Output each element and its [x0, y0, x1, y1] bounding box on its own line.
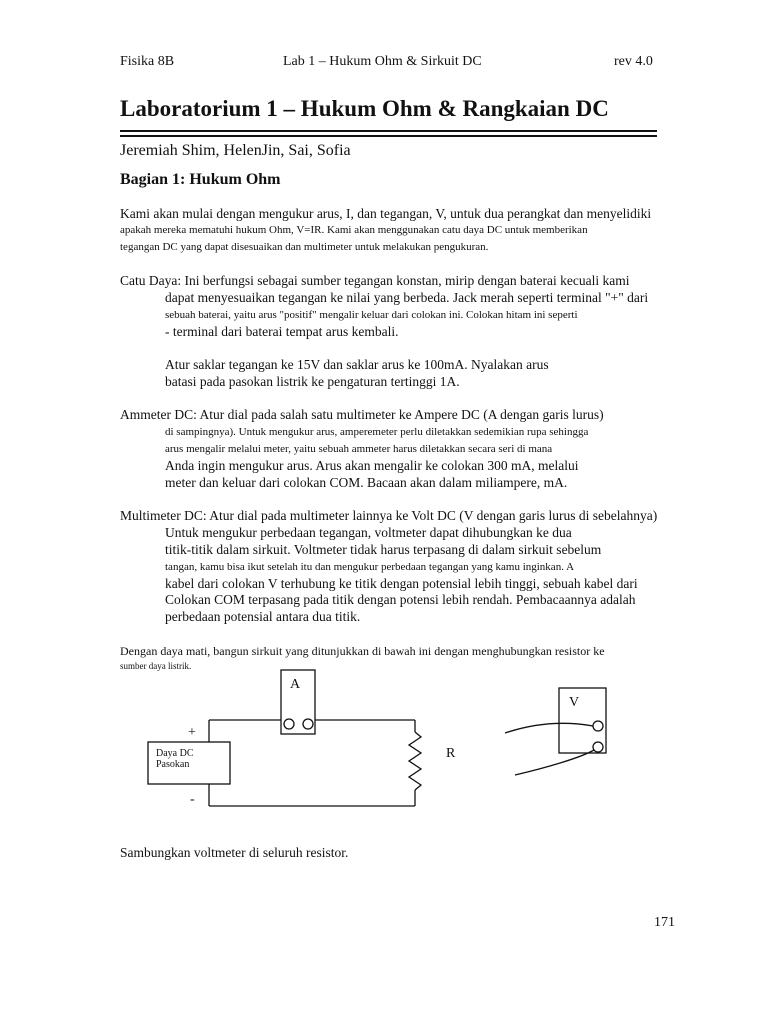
authors: Jeremiah Shim, HelenJin, Sai, Sofia: [120, 142, 351, 159]
supply-label: Daya DC: [156, 748, 194, 759]
header-right: rev 4.0: [614, 54, 653, 69]
voltmeter-terminal-bottom: [593, 742, 603, 752]
voltmeter-terminal-top: [593, 721, 603, 731]
build-instruction-line: Dengan daya mati, bangun sirkuit yang ditunjukkan di bawah ini dengan menghubungkan resistor ke: [120, 644, 605, 658]
ammeter-label: A: [290, 677, 301, 692]
ammeter-line: arus mengalir melalui meter, yaitu sebuah ammeter harus diletakkan secara seri di mana: [165, 443, 553, 455]
intro-line: Kami akan mulai dengan mengukur arus, I, dan tegangan, V, untuk dua perangkat dan menyelidiki: [120, 206, 652, 221]
power-supply-line: - terminal dari baterai tempat arus kembali.: [165, 324, 399, 339]
ammeter-line: meter dan keluar dari colokan COM. Bacaan akan dalam miliampere, mA.: [165, 475, 568, 490]
multimeter-line: Untuk mengukur perbedaan tegangan, voltmeter dapat dihubungkan ke dua: [165, 525, 572, 540]
power-supply-line: Catu Daya: Ini berfungsi sebagai sumber tegangan konstan, mirip dengan baterai kecuali kami: [120, 273, 630, 288]
multimeter-line: perbedaan potensial antara dua titik.: [165, 609, 361, 624]
section-title: Bagian 1: Hukum Ohm: [120, 171, 281, 188]
ammeter-line: Anda ingin mengukur arus. Arus akan mengalir ke colokan 300 mA, melalui: [165, 458, 579, 473]
build-instruction-line: sumber daya listrik.: [120, 661, 192, 671]
intro-line: apakah mereka mematuhi hukum Ohm, V=IR. Kami akan menggunakan catu daya DC untuk memberikan: [120, 224, 588, 236]
plus-label: +: [188, 725, 196, 740]
power-supply-line: dapat menyesuaikan tegangan ke nilai yang berbeda. Jack merah seperti terminal "+" dari: [165, 290, 649, 305]
page-number: 171: [654, 915, 675, 930]
resistor: [409, 732, 421, 790]
page-title: Laboratorium 1 – Hukum Ohm & Rangkaian DC: [120, 96, 609, 121]
closing-instruction: Sambungkan voltmeter di seluruh resistor.: [120, 845, 349, 860]
ammeter-terminal-left: [284, 719, 294, 729]
multimeter-line: Colokan COM terpasang pada titik dengan potensi lebih rendah. Pembacaannya adalah: [165, 592, 636, 607]
header-left: Fisika 8B: [120, 54, 175, 69]
voltmeter-lead-bottom: [515, 750, 594, 775]
resistor-label: R: [446, 746, 456, 761]
voltmeter-lead-top: [505, 723, 593, 733]
header-center: Lab 1 – Hukum Ohm & Sirkuit DC: [283, 54, 482, 69]
power-supply-setting-line: batasi pada pasokan listrik ke pengaturan tertinggi 1A.: [165, 374, 460, 389]
minus-label: -: [190, 792, 195, 807]
voltmeter-label: V: [569, 695, 580, 710]
ammeter-terminal-right: [303, 719, 313, 729]
supply-label: Pasokan: [156, 759, 190, 770]
multimeter-line: kabel dari colokan V terhubung ke titik dengan potensial lebih tinggi, sebuah kabel dari: [165, 576, 638, 591]
power-supply-line: sebuah baterai, yaitu arus "positif" mengalir keluar dari colokan ini. Colokan hitam ini seperti: [165, 309, 578, 321]
intro-line: tegangan DC yang dapat disesuaikan dan multimeter untuk melakukan pengukuran.: [120, 241, 489, 253]
multimeter-line: tangan, kamu bisa ikut setelah itu dan mengukur perbedaan tegangan yang kamu inginkan. A: [165, 561, 575, 573]
multimeter-line: Multimeter DC: Atur dial pada multimeter lainnya ke Volt DC (V dengan garis lurus di sebelahnya): [120, 508, 658, 523]
ammeter-line: Ammeter DC: Atur dial pada salah satu multimeter ke Ampere DC (A dengan garis lurus): [120, 407, 604, 422]
multimeter-line: titik-titik dalam sirkuit. Voltmeter tidak harus terpasang di dalam sirkuit sebelum: [165, 542, 602, 557]
ammeter-line: di sampingnya). Untuk mengukur arus, amperemeter perlu diletakkan sedemikian rupa sehingga: [165, 426, 589, 438]
power-supply-setting-line: Atur saklar tegangan ke 15V dan saklar arus ke 100mA. Nyalakan arus: [165, 357, 549, 372]
